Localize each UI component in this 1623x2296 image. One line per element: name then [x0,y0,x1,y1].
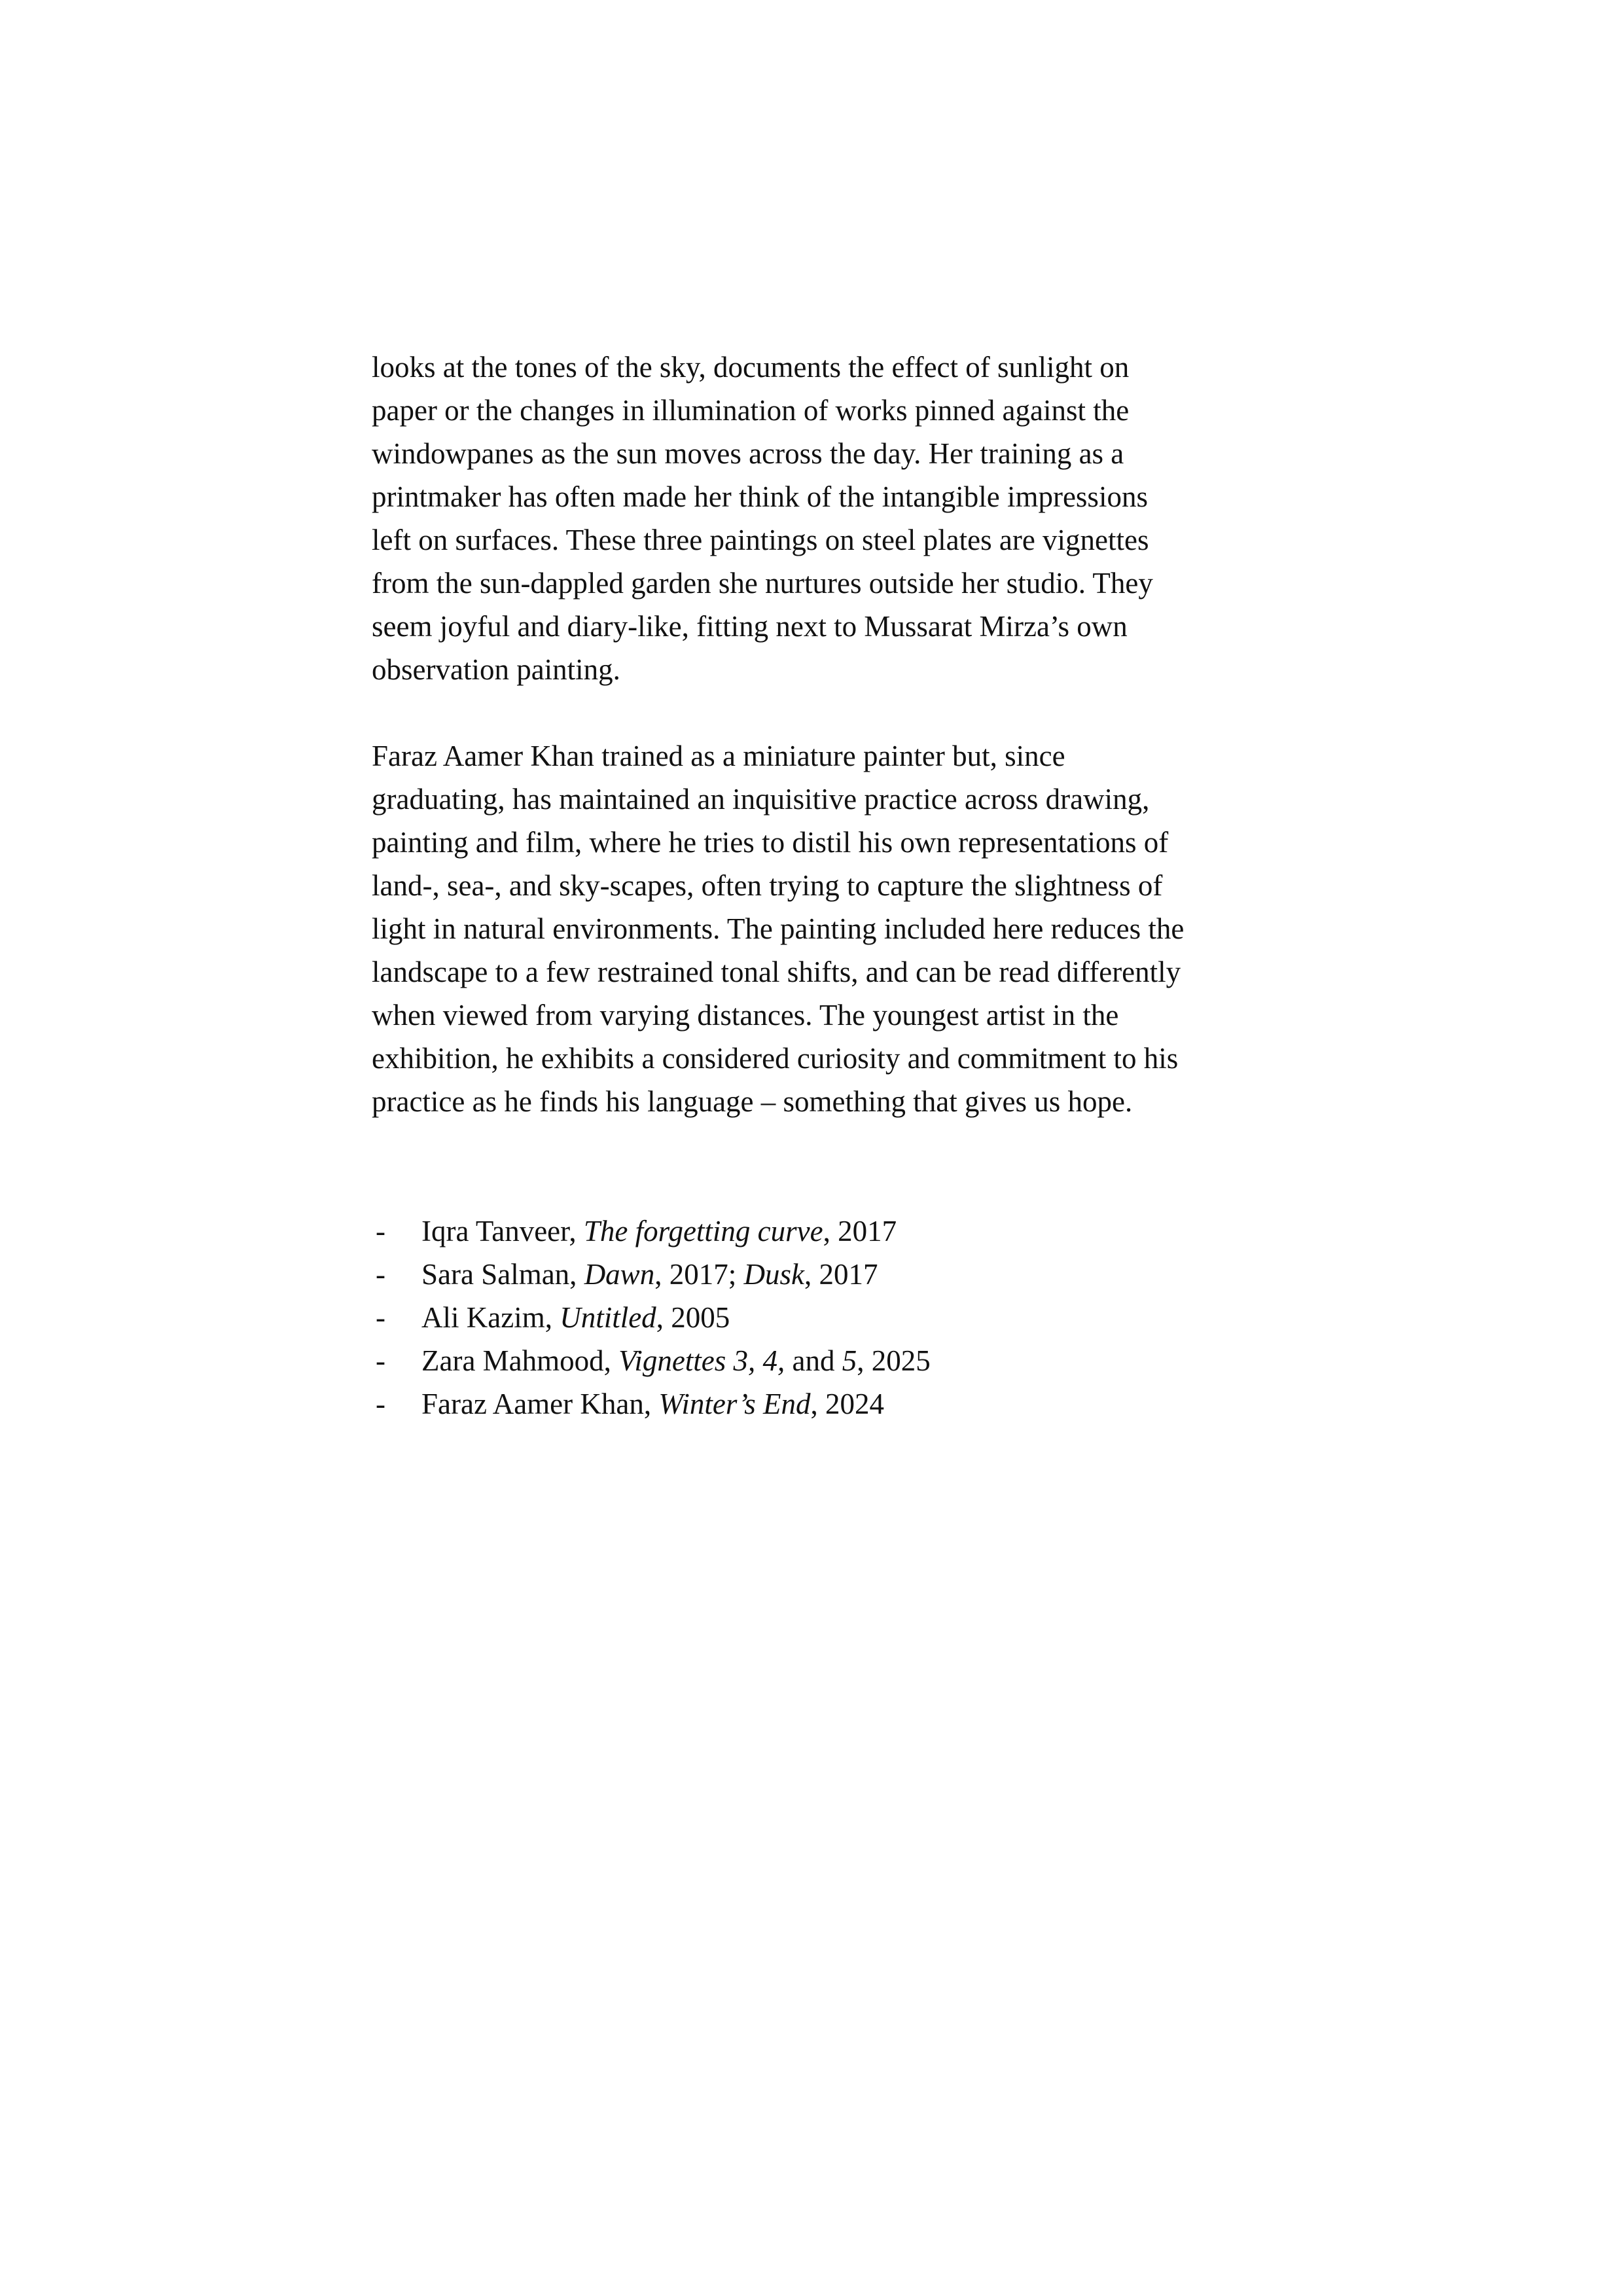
work-year: , 2024 [810,1388,884,1420]
list-item [372,1339,1275,1382]
list-bullet: - [376,1388,385,1420]
text-line: when viewed from varying distances. The youngest artist in the [372,999,1119,1031]
work-year: , 2005 [656,1301,730,1334]
work-year: , 2017 [804,1258,878,1291]
text-line: looks at the tones of the sky, documents the effect of sunlight on [372,351,1130,384]
list-spacer [372,1123,1275,1210]
list-item [372,1253,1275,1296]
text-line: from the sun-dappled garden she nurtures outside her studio. They [372,567,1153,600]
list-bullet: - [376,1215,385,1247]
text-line: exhibition, he exhibits a considered curiosity and commitment to his [372,1042,1179,1075]
text-line: seem joyful and diary-like, fitting next to Mussarat Mirza’s own [372,610,1128,643]
work-title: Untitled [560,1301,656,1334]
artist-name: Ali Kazim, [421,1301,560,1334]
work-year: , 2017; [654,1258,744,1291]
work-title: 5 [842,1344,857,1377]
text-line: practice as he finds his language – something that gives us hope. [372,1085,1133,1118]
paragraph-zara-mahmood [372,346,1275,691]
work-title: Dawn [584,1258,655,1291]
work-separator: and [785,1344,842,1377]
text-line: observation painting. [372,653,620,686]
list-bullet: - [376,1301,385,1334]
work-title: The forgetting curve [583,1215,823,1247]
paragraph-spacer [372,691,1275,734]
text-line: land-, sea-, and sky-scapes, often trying to capture the slightness of [372,869,1163,902]
text-line: printmaker has often made her think of the intangible impressions [372,480,1148,513]
list-item [372,1382,1275,1426]
paragraph-faraz-aamer-khan [372,734,1275,1123]
works-list [372,1210,1275,1426]
text-line: left on surfaces. These three paintings on steel plates are vignettes [372,524,1149,556]
work-title: Dusk [743,1258,804,1291]
list-bullet: - [376,1344,385,1377]
work-year: , 2017 [823,1215,897,1247]
artist-name: Iqra Tanveer, [421,1215,584,1247]
text-line: windowpanes as the sun moves across the day. Her training as a [372,437,1124,470]
list-item [372,1210,1275,1253]
artist-name: Sara Salman, [421,1258,584,1291]
list-item [372,1296,1275,1339]
artist-name: Faraz Aamer Khan, [421,1388,659,1420]
artist-name: Zara Mahmood, [421,1344,619,1377]
work-title: Vignettes 3, 4, [618,1344,785,1377]
text-line: paper or the changes in illumination of works pinned against the [372,394,1130,427]
document-page [372,346,1275,1426]
work-title: Winter’s End [658,1388,811,1420]
work-year: , 2025 [857,1344,931,1377]
list-bullet: - [376,1258,385,1291]
text-line: landscape to a few restrained tonal shifts, and can be read differently [372,956,1181,988]
text-line: Faraz Aamer Khan trained as a miniature painter but, since [372,740,1065,772]
text-line: light in natural environments. The painting included here reduces the [372,912,1185,945]
text-line: painting and film, where he tries to distil his own representations of [372,826,1169,859]
text-line: graduating, has maintained an inquisitive practice across drawing, [372,783,1150,816]
